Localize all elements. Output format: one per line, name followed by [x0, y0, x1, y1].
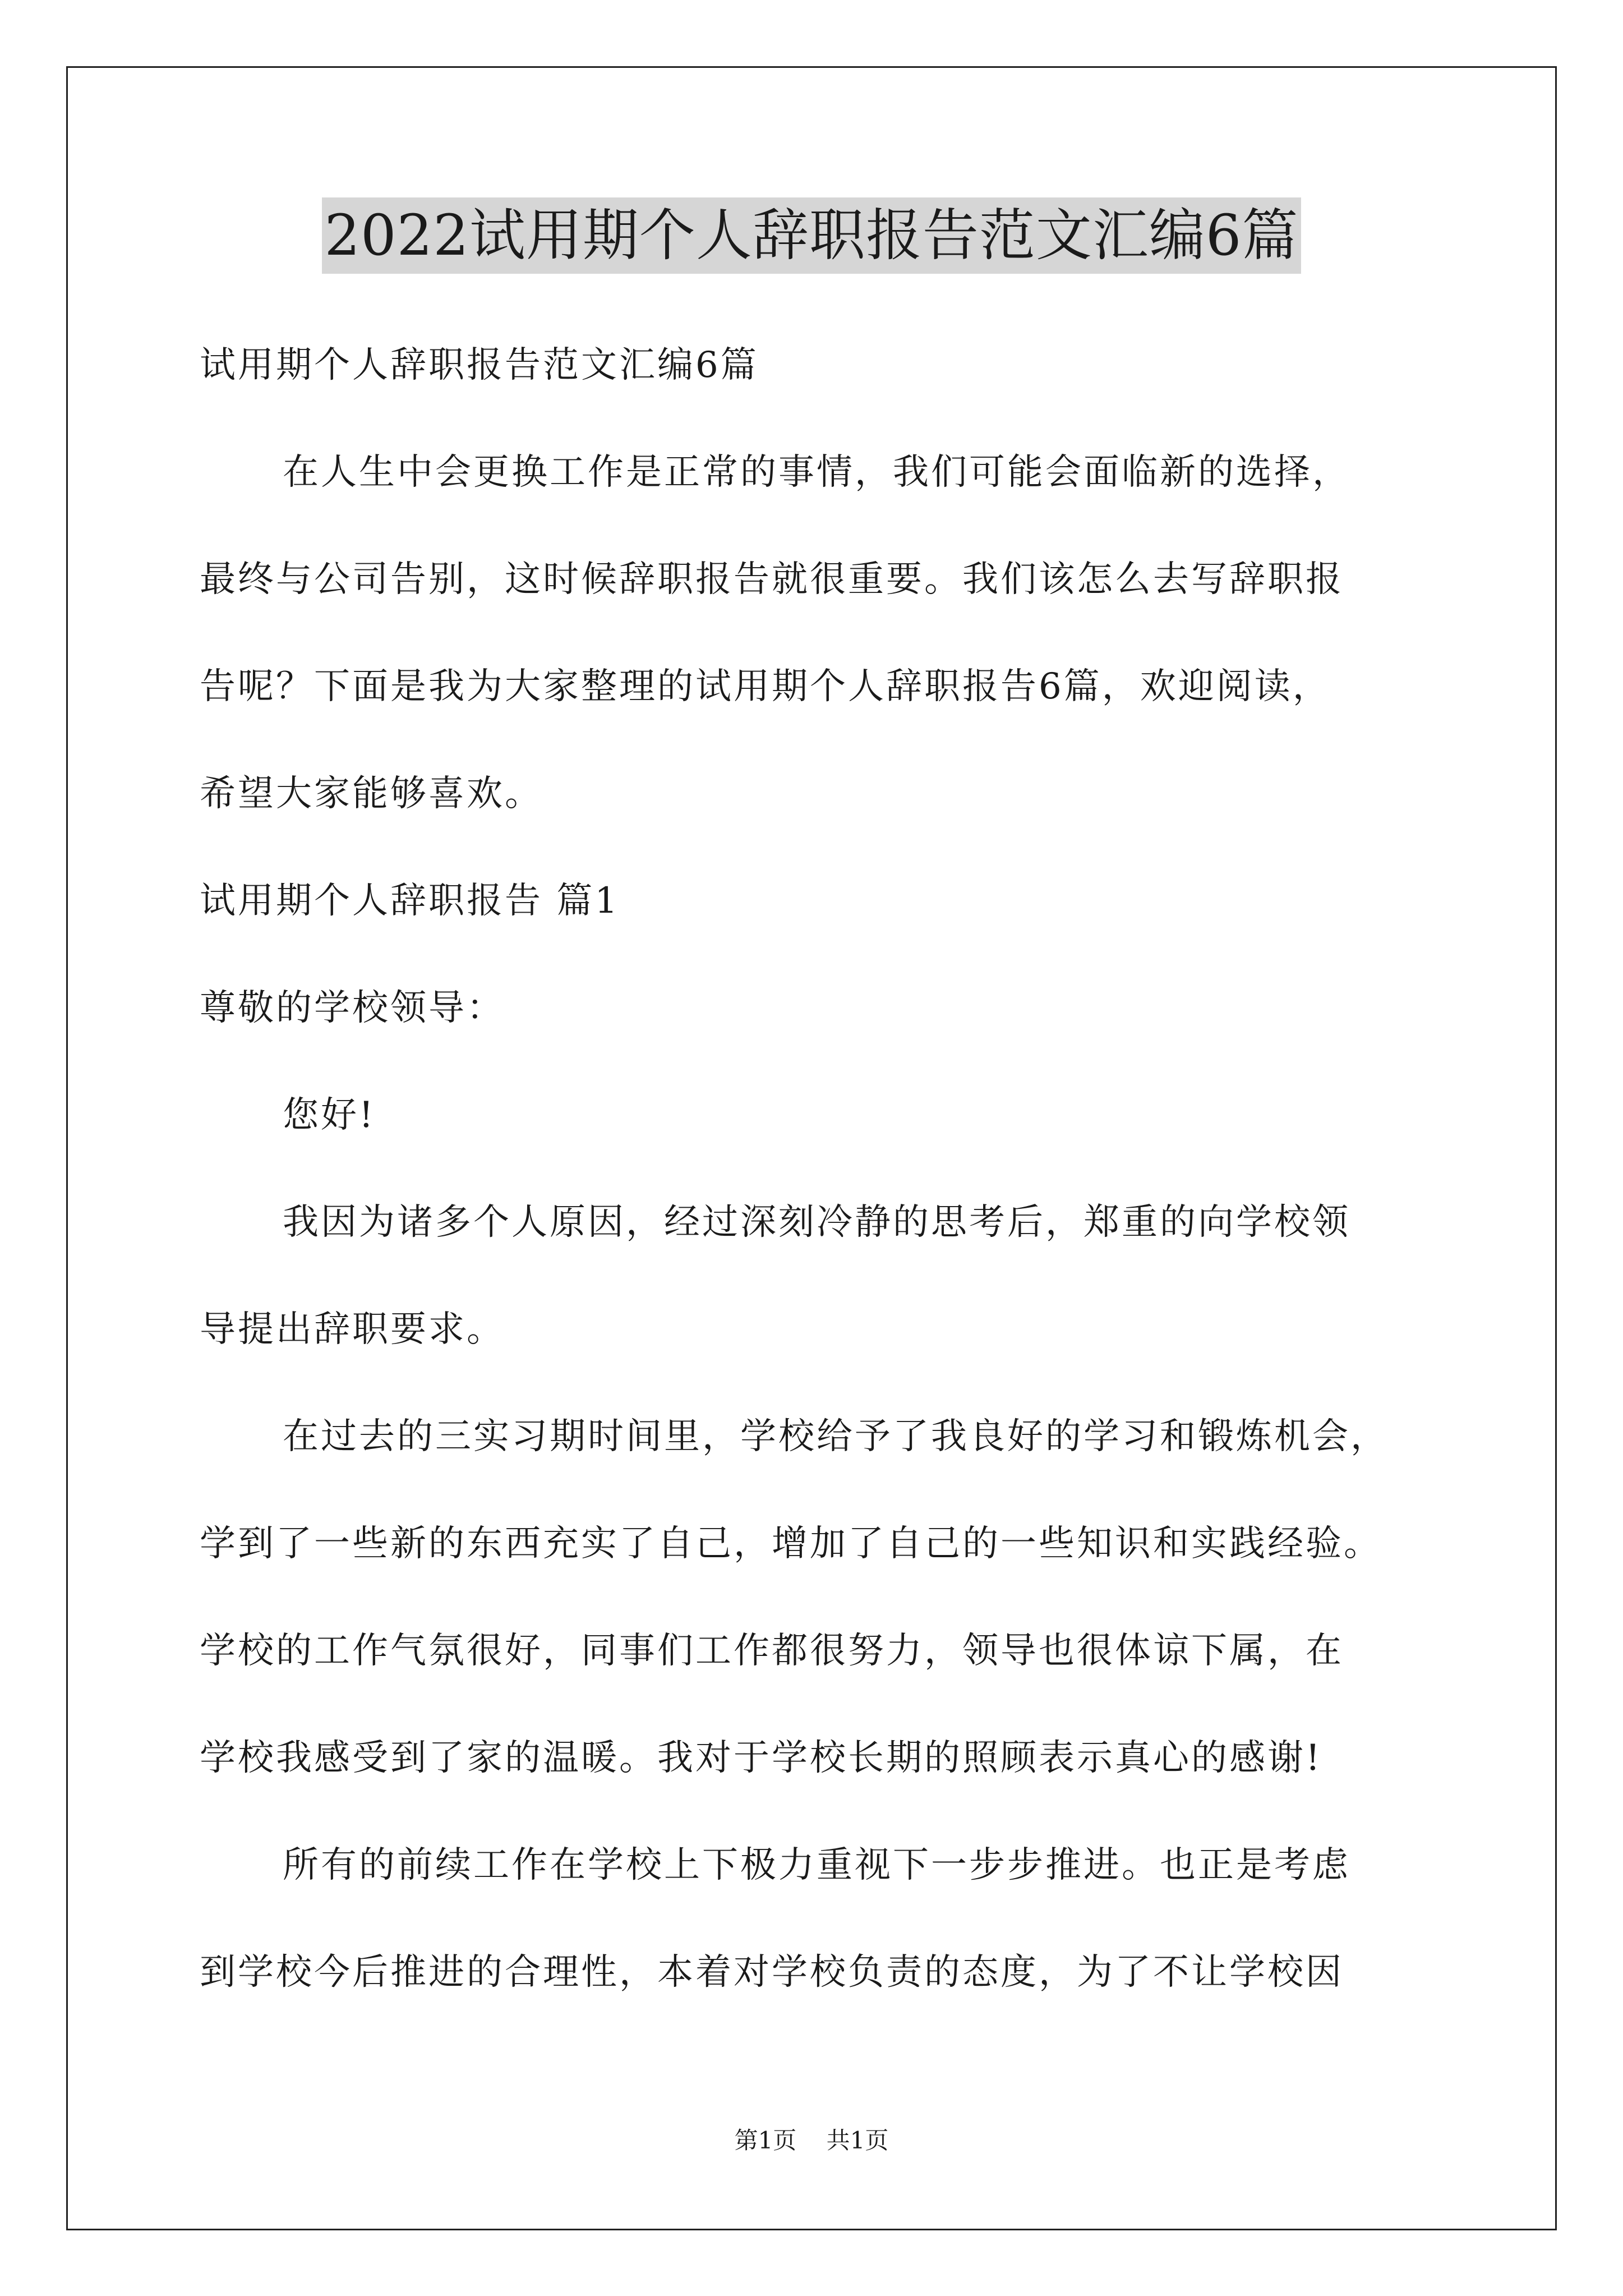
page-number: 第1页: [734, 2127, 797, 2154]
page-footer: [0, 2124, 1623, 2157]
body-line: 在人生中会更换工作是正常的事情，我们可能会面临新的选择，: [283, 452, 1350, 493]
title-container: [0, 197, 1623, 274]
body-line: 试用期个人辞职报告范文汇编6篇: [200, 344, 759, 386]
body-line: 希望大家能够喜欢。: [200, 773, 543, 815]
body-line: 尊敬的学校领导：: [200, 987, 505, 1029]
document-title: 2022试用期个人辞职报告范文汇编6篇: [322, 197, 1301, 274]
page-total: 共1页: [826, 2127, 889, 2154]
body-line: 我因为诸多个人原因，经过深刻冷静的思考后，郑重的向学校领: [283, 1202, 1350, 1243]
document-body: [200, 312, 1433, 2026]
body-line: 学校我感受到了家的温暖。我对于学校长期的照顾表示真心的感谢!: [200, 1737, 1322, 1779]
body-line: 在过去的三实习期时间里，学校给予了我良好的学习和锻炼机会，: [283, 1416, 1389, 1457]
body-line: 学校的工作气氛很好，同事们工作都很努力，领导也很体谅下属，在: [200, 1630, 1344, 1672]
body-line: 导提出辞职要求。: [200, 1309, 505, 1350]
body-line: 告呢？下面是我为大家整理的试用期个人辞职报告6篇，欢迎阅读，: [200, 666, 1331, 707]
body-line: 学到了一些新的东西充实了自己，增加了自己的一些知识和实践经验。: [200, 1523, 1382, 1565]
body-line: 到学校今后推进的合理性，本着对学校负责的态度，为了不让学校因: [200, 1952, 1344, 1993]
body-line: 最终与公司告别，这时候辞职报告就很重要。我们该怎么去写辞职报: [200, 559, 1344, 600]
body-line: 试用期个人辞职报告 篇1: [200, 880, 620, 922]
body-line: 您好!: [283, 1094, 376, 1136]
body-line: 所有的前续工作在学校上下极力重视下一步步推进。也正是考虑: [283, 1844, 1350, 1886]
